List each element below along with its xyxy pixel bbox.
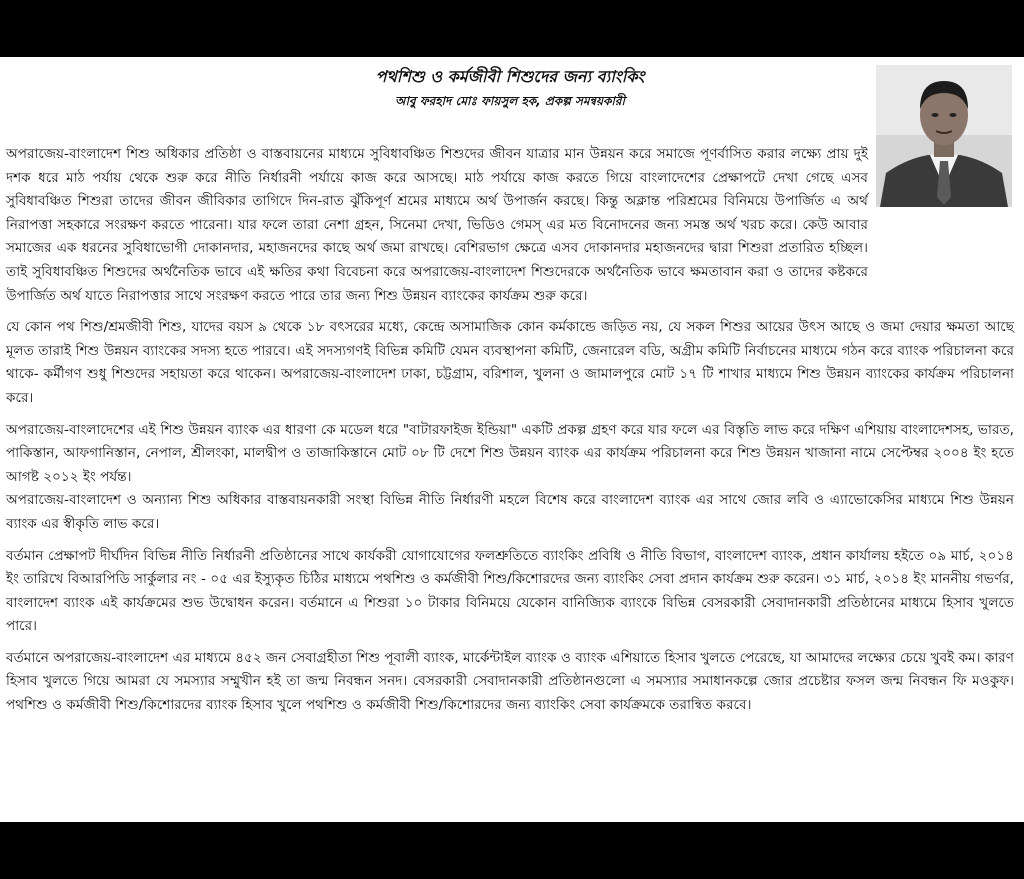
paragraph-2: যে কোন পথ শিশু/শ্রমজীবী শিশু, যাদের বয়স ৯ থেকে ১৮ বৎসরের মধ্যে, কেন্দ্রে অসামাজিক কোন কর্মকান্ডে জড়িত নয়, যে সকল শিশুর আয়ের উৎস আছে ও জমা দেয়ার ক্ষমতা আছে মূলত তারাই শিশু উন্নয়ন ব্যাংকের সদস্য হতে পারবে। এই সদস্যগণই বিভিন্ন কমিটি যেমন ব্যবস্থাপনা কমিটি, জেনারেল বডি, অগ্রীম কমিটি নির্বাচনের মাধ্যমে গঠন করে ব্যাংক পরিচালনা করে থাকে- কর্মীগণ শুধু শিশুদের সহায়তা করে থাকেন। অপরাজেয়-বাংলাদেশ ঢাকা, চট্টগ্রাম, বরিশাল, খুলনা ও জামালপুরে মোট ১৭ টি শাখার মাধ্যমে শিশু উন্নয়ন ব্যাংকের কার্যক্রম পরিচালনা করে।: [6, 319, 1014, 406]
paragraph-5: বর্তমান প্রেক্ষাপট দীর্ঘদিন বিভিন্ন নীতি নির্ধারনী প্রতিষ্ঠানের সাথে কার্যকরী যোগাযোগের ফলশ্রুতিতে ব্যাংকিং প্রবিধি ও নীতি বিভাগ, বাংলাদেশ ব্যাংক, প্রধান কার্যালয় হইতে ০৯ মার্চ, ২০১৪ ইং তারিখে বিআরপিডি সার্কুলার নং - ০৫ এর ইস্যুকৃত চিঠির মাধ্যমে পথশিশু ও কর্মজীবী শিশু/কিশোরদের জন্য ব্যাংকিং সেবা প্রদান কার্যক্রম শুরু করেন। ৩১ মার্চ, ২০১৪ ইং মাননীয় গভর্ণর, বাংলাদেশ ব্যাংক এই কার্যক্রমের শুভ উদ্বোধন করেন। বর্তমানে এ শিশুরা ১০ টাকার বিনিময়ে যেকোন বানিজ্যিক ব্যাংকে বিভিন্ন বেসরকারী সেবাদানকারী প্রতিষ্ঠানের মাধ্যমে হিসাব খুলতে পারে।: [6, 547, 1014, 635]
paragraph-6: বর্তমানে অপরাজেয়-বাংলাদেশ এর মাধ্যমে ৪৫২ জন সেবাগ্রহীতা শিশু পূবালী ব্যাংক, মার্কেন্টাইল ব্যাংক ও ব্যাংক এশিয়াতে হিসাব খুলতে পেরেছে, যা আমাদের লক্ষ্যের চেয়ে খুবই কম। কারণ হিসাব খুলতে গিয়ে আমরা যে সমস্যার সম্মুখীন হই তা জন্ম নিবন্ধন সনদ। বেসরকারী সেবাদানকারী প্রতিষ্ঠানগুলো এ সমস্যার সমাধানকল্পে জোর প্রচেষ্টার ফসল জন্ম নিবন্ধন ফি মওকুফ। পথশিশু ও কর্মজীবী শিশু/কিশোরদের ব্যাংক হিসাব খুলে পথশিশু ও কর্মজীবী শিশু/কিশোরদের জন্য ব্যাংকিং সেবা কার্যক্রমকে তরান্বিত করবে।: [6, 649, 1014, 714]
author-byline: আবু ফরহাদ মোঃ ফায়সুল হক, প্রকল্প সমন্বয়কারী: [395, 94, 625, 108]
document-page: [0, 57, 1024, 822]
paragraph-1: অপরাজেয়-বাংলাদেশ শিশু অধিকার প্রতিষ্ঠা ও বাস্তবায়নের মাধ্যমে সুবিধাবঞ্চিত শিশুদের জীবন যাত্রার মান উন্নয়ন করে সমাজে পূণর্বাসিত করার লক্ষ্যে প্রায় দুই দশক ধরে মাঠ পর্যায় থেকে শুরু করে নীতি নির্ধারনী পর্যায়ে কাজ করে আসছে। মাঠ পর্যায়ে কাজ করতে গিয়ে বাংলাদেশের প্রেক্ষাপটে দেখা গেছে এসব সুবিধাবঞ্চিত শিশুরা তাদের জীবন জীবিকার তাগিদে দিন-রাত ঝুঁকিপূর্ণ শ্রমের মাধ্যমে অর্থ উপার্জন করছে। কিন্তু অক্লান্ত পরিশ্রমের বিনিময়ে উপার্জিত এ অর্থ নিরাপত্তা সহকারে সংরক্ষণ করতে পারেনা। যার ফলে তারা নেশা গ্রহন, সিনেমা দেখা, ভিডিও গেমস্ এর মত বিনোদনের জন্য সমস্ত অর্থ খরচ করে। কেউ আবার সমাজের এক ধরনের সুবিধাভোগী দোকানদার, মহাজনদের কাছে অর্থ জমা রাখছে। বেশিরভাগ ক্ষেত্রে এসব দোকানদার মহাজনদের দ্বারা শিশুরা প্রতারিত হচ্ছিল। তাই সুবিধাবঞ্চিত শিশুদের অর্থনৈতিক ভাবে এই ক্ষতির কথা বিবেচনা করে অপরাজেয়-বাংলাদেশ শিশুদেরকে অর্থনৈতিক ভাবে ক্ষমতাবান করা ও তাদের কষ্টকরে উপার্জিত অর্থ যাতে নিরাপত্তার সাথে সংরক্ষণ করতে পারে তার জন্য শিশু উন্নয়ন ব্যাংকের কার্যক্রম শুরু করে।: [6, 146, 868, 304]
article-body: [6, 143, 1014, 726]
paragraph-4: অপরাজেয়-বাংলাদেশ ও অন্যান্য শিশু অধিকার বাস্তবায়নকারী সংস্থা বিভিন্ন নীতি নির্ধারণী মহলে বিশেষ করে বাংলাদেশ ব্যাংক এর সাথে জোর লবি ও এ্যাভোকেসির মাধ্যমে শিশু উন্নয়ন ব্যাংক এর স্বীকৃতি লাভ করে।: [6, 492, 1014, 532]
paragraph-3: অপরাজেয়-বাংলাদেশের এই শিশু উন্নয়ন ব্যাংক এর ধারণা কে মডেল ধরে "বাটারফাইজ ইন্ডিয়া" একটি প্রকল্প গ্রহণ করে যার ফলে এর বিস্তৃতি লাভ করে দক্ষিণ এশিয়ায় বাংলাদেশসহ, ভারত, পাকিস্তান, আফগানিস্তান, নেপাল, শ্রীলংকা, মালদ্বীপ ও তাজাকিস্তানে মোট ০৮ টি দেশে শিশু উন্নয়ন ব্যাংক এর কার্যক্রম পরিচালনা করে শিশু উন্নয়ন খাজানা নামে সেপ্টেম্বর ২০০৪ ইং হতে আগষ্ট ২০১২ ইং পর্যন্ত।: [6, 421, 1014, 485]
page-title: পথশিশু ও কর্মজীবী শিশুদের জন্য ব্যাংকিং: [375, 67, 645, 86]
